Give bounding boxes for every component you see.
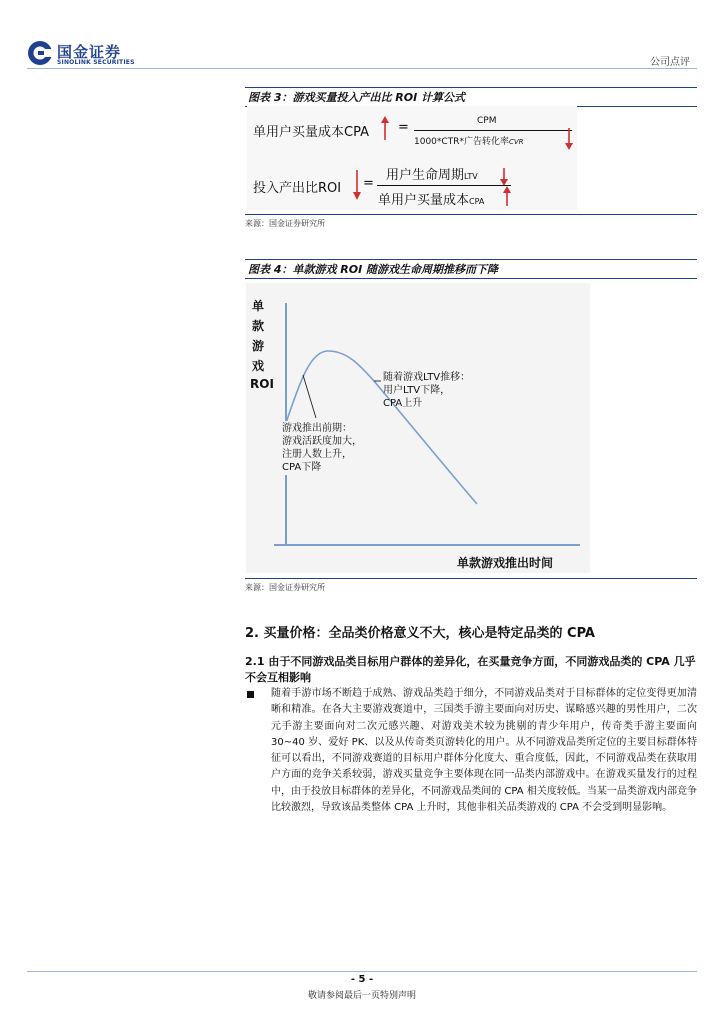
annotation-line: 用户LTV下降， [383, 385, 451, 396]
formula2-denominator [378, 189, 484, 208]
report-type-label: 公司点评 [650, 57, 690, 68]
formula1-lhs: 单用户买量成本CPA [253, 125, 369, 140]
formula2-denominator-sub: CPA [469, 197, 485, 206]
formula1-denominator-main: 1000*CTR*广告转化率 [414, 137, 509, 147]
footer-divider [27, 971, 697, 972]
page-number: - 5 - [350, 974, 374, 985]
annotation-pointer-early [303, 375, 316, 418]
figure3-source: 来源：国金证券研究所 [245, 214, 697, 229]
arrow-down-icon [500, 168, 508, 186]
arrow-up-icon [503, 186, 511, 206]
formula2-numerator-sub: LTV [464, 172, 478, 181]
header-divider [27, 68, 697, 69]
annotation-line: 游戏推出前期： [282, 423, 352, 434]
formula1-numerator: CPM [477, 116, 497, 126]
formula1-denominator-sub: CVR [508, 138, 524, 146]
formula1-denominator [414, 134, 524, 147]
logo-company-name-cn: 国金证券 [57, 43, 122, 61]
annotation-line: 随着游戏LTV推移： [383, 372, 471, 383]
figure4-source: 来源：国金证券研究所 [245, 578, 697, 593]
company-logo-icon [27, 40, 53, 66]
annotation-line: 注册人数上升， [282, 449, 352, 460]
roi-formula-panel [247, 106, 577, 210]
logo-company-name-en: SINOLINK SECURITIES [57, 59, 135, 66]
y-axis-label-char: 单 [252, 299, 265, 313]
arrow-down-icon [565, 128, 573, 150]
bullet-square-icon [247, 691, 254, 698]
body-paragraph: 随着手游市场不断趋于成熟、游戏品类趋于细分，不同游戏品类对于目标群体的定位变得更加清晰和精准。在各大主要游戏赛道中，三国类手游主要面向对历史、谋略感兴趣的男性用户，二次元手游主要面向对二次元感兴趣、对游戏美术较为挑剔的青少年用户，传奇类手游主要面向 30~40 岁、爱好 PK、以及从传奇类页游转化的用户。从不同游戏品类所定位的主要目标群体特征可以看出，不同游戏赛道的目标用户群体分化度大、重合度低，因此，不同游戏品类在获取用户方面的竞争关系较弱，游戏买量竞争主要体现在同一品类内部游戏中。在游戏买量发行的过程中，由于投放目标群体的差异化，不同游戏品类间的 CPA 相关度较低。当某一品类游戏内部竞争比较激烈，导致该品类整体 CPA 上升时，其他非相关品类游戏的 CPA 不会受到明显影响。 [271, 688, 697, 814]
roi-lifecycle-chart [246, 283, 590, 573]
arrow-down-icon [353, 170, 361, 200]
formula2-numerator-main: 用户生命周期 [386, 168, 465, 183]
formula2-lhs: 投入产出比ROI [253, 181, 342, 196]
formula2-equals: = [363, 176, 374, 191]
formula2-denominator-main: 单用户买量成本 [378, 193, 470, 208]
annotation-line: CPA上升 [383, 398, 423, 409]
formula2-fraction-bar [377, 185, 511, 186]
arrow-up-icon [381, 116, 389, 140]
formula1-equals: = [398, 120, 409, 135]
y-axis-label-char: 款 [252, 319, 265, 333]
formula1-fraction-bar [414, 130, 572, 131]
annotation-line: 游戏活跃度加大， [282, 436, 362, 447]
figure3-title: 图表 3：游戏买量投入产出比 ROI 计算公式 [245, 87, 697, 107]
subsection-heading: 2.1 由于不同游戏品类目标用户群体的差异化，在买量竞争方面，不同游戏品类的 CPA 几乎不会互相影响 [245, 655, 696, 684]
x-axis-label: 单款游戏推出时间 [457, 556, 554, 570]
y-axis-label-char: 游 [252, 339, 265, 353]
annotation-early-stage [282, 421, 362, 475]
section-heading: 2. 买量价格：全品类价格意义不大，核心是特定品类的 CPA [245, 626, 595, 641]
formula2-numerator [386, 164, 478, 183]
y-axis-label-char: 戏 [252, 359, 265, 373]
y-axis-label-char: ROI [250, 377, 274, 391]
annotation-line: CPA下降 [282, 462, 322, 473]
figure4-title: 图表 4：单款游戏 ROI 随游戏生命周期推移而下降 [245, 259, 697, 279]
footer-disclaimer: 敬请参阅最后一页特别声明 [307, 991, 416, 1001]
annotation-ltv-decline [383, 371, 470, 410]
